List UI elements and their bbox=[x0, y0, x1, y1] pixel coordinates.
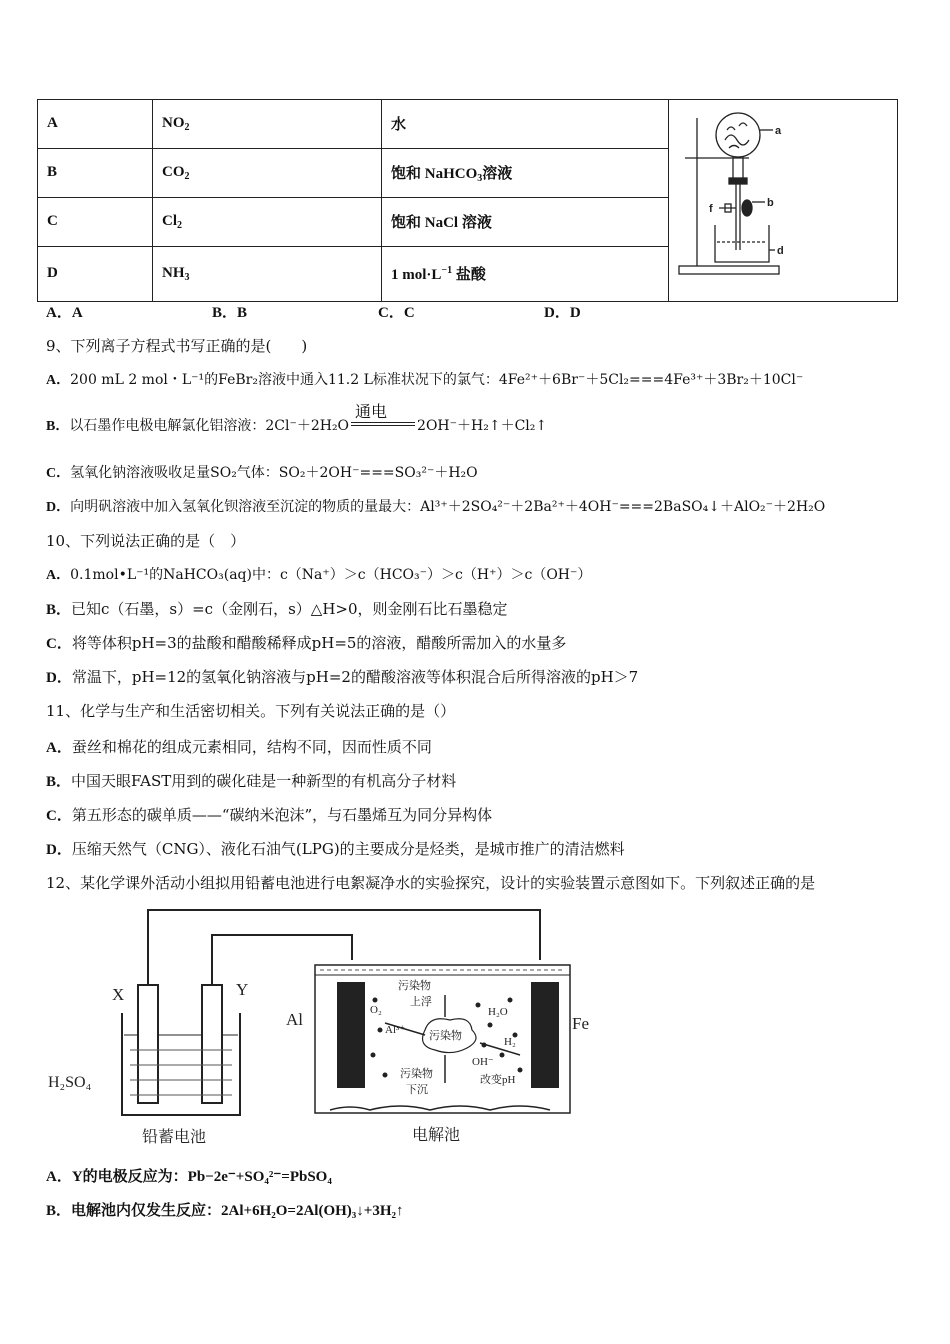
o2-label: O₂ bbox=[370, 1004, 382, 1016]
h2-label: H₂ bbox=[504, 1036, 516, 1048]
label-d: d bbox=[777, 245, 784, 257]
row-a-liquid: 水 bbox=[382, 100, 669, 149]
q8-option-c[interactable]: C．C bbox=[378, 305, 415, 321]
pollutant-float-label: 污染物 bbox=[398, 980, 431, 992]
q9-option-a[interactable]: A．200 mL 2 mol・L⁻¹的FeBr₂溶液中通入11.2 L标准状况下的氯气：4Fe²⁺＋6Br⁻＋5Cl₂===4Fe³⁺＋3Br₂＋10Cl⁻ bbox=[46, 372, 804, 388]
q9-option-d[interactable]: D．向明矾溶液中加入氢氧化钡溶液至沉淀的物质的量最大：Al³⁺＋2SO₄²⁻＋2Ba²⁺＋4OH⁻===2BaSO₄↓＋AlO₂⁻＋2H₂O bbox=[46, 499, 826, 515]
al3-label: Al³⁺ bbox=[385, 1024, 406, 1036]
fe-electrode-label: Fe bbox=[572, 1014, 589, 1033]
q10-option-d[interactable]: D．常温下，pH=12的氢氧化钠溶液与pH=2的醋酸溶液等体积混合后所得溶液的pH＞7 bbox=[46, 668, 639, 686]
label-b: b bbox=[767, 197, 774, 209]
electrocoagulation-diagram bbox=[40, 905, 610, 1150]
q10-option-c[interactable]: C．将等体积pH=3的盐酸和醋酸稀释成pH=5的溶液，醋酸所需加入的水量多 bbox=[46, 634, 567, 652]
q11-stem: 11、化学与生产和生活密切相关。下列有关说法正确的是（） bbox=[46, 702, 456, 720]
q10-option-a[interactable]: A．0.1mol•L⁻¹的NaHCO₃(aq)中：c（Na⁺）＞c（HCO₃⁻）＞c（H⁺）＞c（OH⁻） bbox=[46, 567, 592, 583]
row-b-liquid: 饱和 NaHCO$_3$溶液 bbox=[382, 148, 669, 197]
q11-option-b[interactable]: B．中国天眼FAST用到的碳化硅是一种新型的有机高分子材料 bbox=[46, 772, 457, 790]
q12-stem: 12、某化学课外活动小组拟用铅蓄电池进行电絮凝净水的实验探究，设计的实验装置示意图如下。下列叙述正确的是 bbox=[46, 874, 816, 892]
apparatus-cell bbox=[669, 100, 898, 302]
electrolysis-condition: 通电 bbox=[355, 402, 388, 421]
row-b-gas: $CO_2$ bbox=[153, 148, 382, 197]
row-d-label: D bbox=[38, 246, 153, 301]
gas-liquid-table bbox=[37, 99, 898, 302]
q8-option-b[interactable]: B．B bbox=[212, 305, 248, 321]
q10-option-b[interactable]: B．已知c（石墨，s）=c（金刚石，s）△H>0，则金刚石比石墨稳定 bbox=[46, 600, 508, 618]
electrolytic-cell-caption: 电解池 bbox=[412, 1127, 461, 1144]
label-f: f bbox=[709, 203, 713, 215]
oh-label: OH⁻ bbox=[472, 1056, 494, 1068]
al-electrode-label: Al bbox=[286, 1010, 303, 1029]
row-d-gas: $NH_3$ bbox=[153, 246, 382, 301]
h2so4-label: H₂SO₄ bbox=[48, 1074, 92, 1091]
q11-option-d[interactable]: D．压缩天然气（CNG）、液化石油气(LPG)的主要成分是烃类，是城市推广的清洁燃料 bbox=[46, 840, 625, 858]
pollutant-label: 污染物 bbox=[429, 1030, 462, 1042]
q9-option-c[interactable]: C．氢氧化钠溶液吸收足量SO₂气体：SO₂＋2OH⁻===SO₃²⁻＋H₂O bbox=[46, 465, 478, 481]
q11-option-c[interactable]: C．第五形态的碳单质——“碳纳米泡沫”，与石墨烯互为同分异构体 bbox=[46, 806, 493, 824]
electrode-x-label: X bbox=[112, 985, 125, 1004]
row-b-label: B bbox=[38, 148, 153, 197]
row-c-liquid: 饱和 NaCl 溶液 bbox=[382, 197, 669, 246]
q9-option-b[interactable]: B．以石墨作电极电解氯化铝溶液：2Cl⁻＋2H₂O 通电 2OH⁻＋H₂↑＋Cl₂↑ bbox=[46, 415, 547, 435]
row-a-label: A bbox=[38, 100, 153, 149]
pollutant-sink-label: 污染物 bbox=[400, 1068, 433, 1080]
q11-option-a[interactable]: A．蚕丝和棉花的组成元素相同，结构不同，因而性质不同 bbox=[46, 738, 432, 756]
float-label: 上浮 bbox=[410, 996, 432, 1008]
row-a-gas: $NO_2$ bbox=[153, 100, 382, 149]
q8-option-d[interactable]: D．D bbox=[544, 305, 581, 321]
row-d-liquid: 1 $mol\cdot L^{-1}$ 盐酸 bbox=[382, 246, 669, 301]
q10-stem: 10、下列说法正确的是（ ） bbox=[46, 532, 246, 550]
row-c-gas: $Cl_2$ bbox=[153, 197, 382, 246]
fountain-apparatus-diagram bbox=[669, 100, 898, 296]
h2o-label: H₂O bbox=[488, 1006, 508, 1018]
sink-label: 下沉 bbox=[406, 1084, 428, 1096]
q12-option-b[interactable]: B．电解池内仅发生反应：2Al+6H₂O=2Al(OH)₃↓+3H₂↑ bbox=[46, 1203, 404, 1219]
q12-option-a[interactable]: A．Y的电极反应为：Pb−2e⁻+SO₄²⁻=PbSO₄ bbox=[46, 1169, 332, 1185]
electrode-y-label: Y bbox=[236, 980, 249, 999]
q8-option-a[interactable]: A．A bbox=[46, 305, 83, 321]
label-a: a bbox=[775, 125, 782, 137]
row-c-label: C bbox=[38, 197, 153, 246]
lead-battery-caption: 铅蓄电池 bbox=[142, 1129, 207, 1146]
change-ph-label: 改变pH bbox=[480, 1074, 516, 1086]
q9-stem: 9、下列离子方程式书写正确的是( ) bbox=[46, 337, 308, 355]
